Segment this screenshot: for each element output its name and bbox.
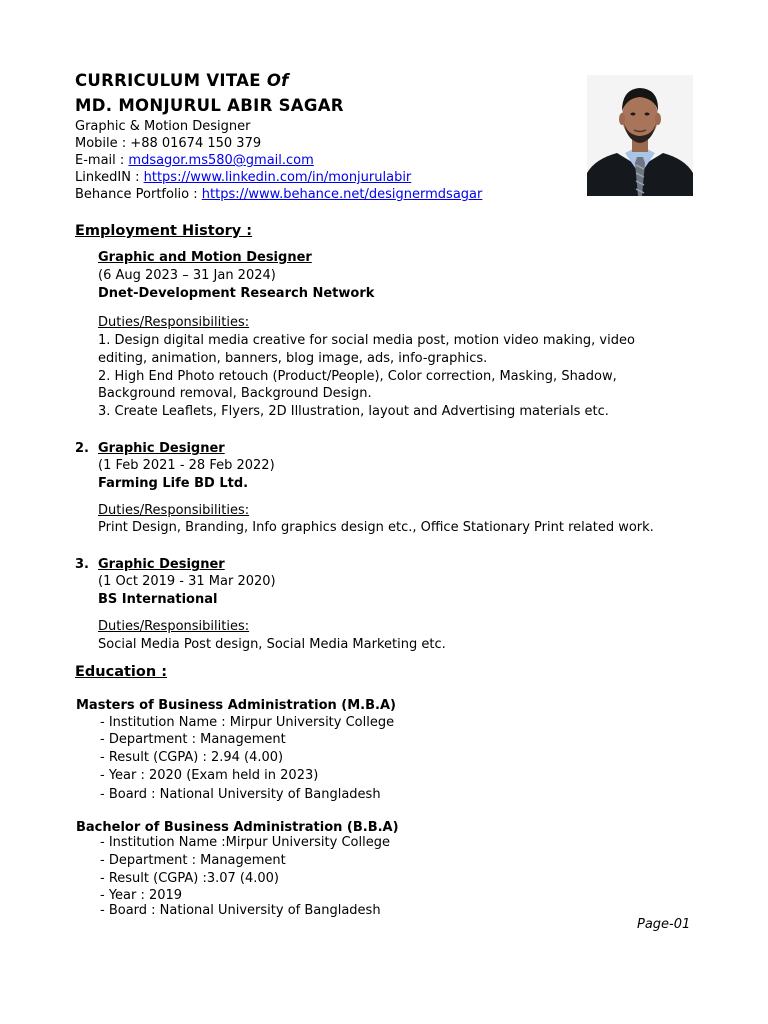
job-2-duties-label: Duties/Responsibilities: xyxy=(98,503,250,518)
behance-label: Behance Portfolio : xyxy=(75,187,202,202)
degree-1-name: Masters of Business Administration (M.B.A) xyxy=(76,698,396,713)
degree-2-item: - Result (CGPA) :3.07 (4.00) xyxy=(100,871,279,886)
degree-2-item: - Institution Name :Mirpur University College xyxy=(100,835,390,850)
job-1-duties-label: Duties/Responsibilities: xyxy=(98,315,250,330)
job-2-title: Graphic Designer xyxy=(98,441,225,456)
degree-1-item: - Department : Management xyxy=(100,732,286,747)
mobile-number: +88 01674 150 379 xyxy=(130,136,262,151)
email-line xyxy=(75,152,314,169)
designation: Graphic & Motion Designer xyxy=(75,119,251,134)
job-3-number: 3. xyxy=(75,557,89,572)
email-label: E-mail : xyxy=(75,153,129,168)
degree-1-item: - Institution Name : Mirpur University College xyxy=(100,715,395,730)
behance-link[interactable]: https://www.behance.net/designermdsagar xyxy=(201,187,483,202)
job-3-duties-label: Duties/Responsibilities: xyxy=(98,619,250,634)
job-3-company: BS International xyxy=(98,592,218,607)
cv-title-of: Of xyxy=(266,71,289,90)
job-3-period: (1 Oct 2019 - 31 Mar 2020) xyxy=(98,574,276,589)
degree-2-item: - Board : National University of Bangladesh xyxy=(100,903,381,918)
degree-1-item: - Board : National University of Bangladesh xyxy=(100,787,381,802)
job-1-period: (6 Aug 2023 – 31 Jan 2024) xyxy=(98,268,276,283)
degree-1-item: - Year : 2020 (Exam held in 2023) xyxy=(100,768,319,783)
employment-heading: Employment History : xyxy=(75,223,253,239)
job-3-duty-line: Social Media Post design, Social Media Marketing etc. xyxy=(98,637,446,652)
linkedin-line xyxy=(75,169,411,186)
degree-2-item: - Department : Management xyxy=(100,853,286,868)
job-1-title: Graphic and Motion Designer xyxy=(98,250,312,265)
job-1-duty-line: 2. High End Photo retouch (Product/People), Color correction, Masking, Shadow, xyxy=(98,369,617,384)
linkedin-link[interactable]: https://www.linkedin.com/in/monjurulabir xyxy=(143,170,412,185)
cv-title xyxy=(75,71,289,90)
profile-photo xyxy=(587,75,693,196)
candidate-name: MD. MONJURUL ABIR SAGAR xyxy=(75,96,344,115)
degree-2-name: Bachelor of Business Administration (B.B.A) xyxy=(76,820,399,835)
mobile-line xyxy=(75,135,261,152)
job-1-company: Dnet-Development Research Network xyxy=(98,286,375,301)
job-1-duty-line: editing, animation, banners, blog image, ads, info-graphics. xyxy=(98,351,488,366)
job-2-period: (1 Feb 2021 - 28 Feb 2022) xyxy=(98,458,275,473)
job-1-duty-line: 1. Design digital media creative for social media post, motion video making, video xyxy=(98,333,635,348)
page-number: Page-01 xyxy=(637,917,691,932)
profile-photo-image xyxy=(587,75,693,196)
job-1-duty-line: Background removal, Background Design. xyxy=(98,386,372,401)
behance-line xyxy=(75,186,482,203)
job-1-duty-line: 3. Create Leaflets, Flyers, 2D Illustration, layout and Advertising materials etc. xyxy=(98,404,609,419)
mobile-label: Mobile : xyxy=(75,136,131,151)
job-2-number: 2. xyxy=(75,441,89,456)
education-heading: Education : xyxy=(75,664,168,680)
job-2-duty-line: Print Design, Branding, Info graphics design etc., Office Stationary Print related work. xyxy=(98,520,654,535)
degree-1-item: - Result (CGPA) : 2.94 (4.00) xyxy=(100,750,284,765)
linkedin-label: LinkedIN : xyxy=(75,170,144,185)
email-link[interactable]: mdsagor.ms580@gmail.com xyxy=(128,153,314,168)
job-2-company: Farming Life BD Ltd. xyxy=(98,476,249,491)
degree-2-item: - Year : 2019 xyxy=(100,888,183,903)
cv-title-main: CURRICULUM VITAE xyxy=(75,71,261,90)
job-3-title: Graphic Designer xyxy=(98,557,225,572)
